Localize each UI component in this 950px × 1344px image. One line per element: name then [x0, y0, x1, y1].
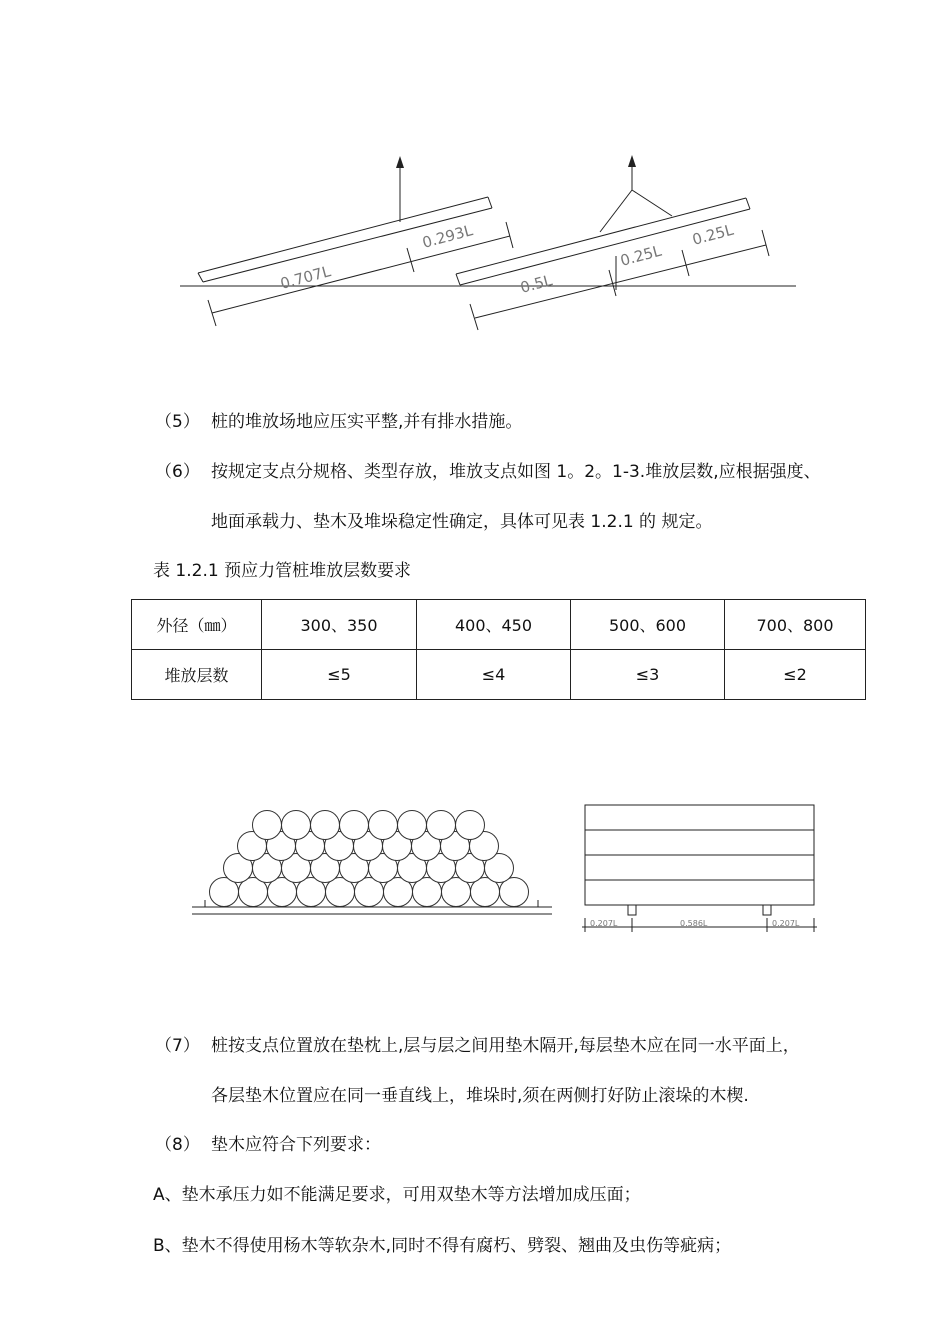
table-cell: ≤4: [417, 650, 571, 700]
item-5-text: 桩的堆放场地应压实平整,并有排水措施。: [211, 412, 523, 432]
item-b: B、垫木不得使用杨木等软杂木,同时不得有腐朽、劈裂、翘曲及虫伤等疵病；: [153, 1236, 732, 1256]
item-6-line-2: 地面承载力、垫木及堆垛稳定性确定，具体可见表 1.2.1 的 规定。: [211, 512, 713, 532]
item-8-number: （8）: [155, 1135, 200, 1155]
dim-label-05L: 0.5L: [518, 271, 555, 297]
lifting-points-figure: [0, 0, 950, 360]
item-5-number: （5）: [155, 412, 200, 432]
item-8: [155, 1133, 381, 1157]
table-cell: 500、600: [571, 600, 725, 650]
item-6: [155, 460, 821, 484]
item-6-number: （6）: [155, 462, 200, 482]
dim-label-0586L: 0.586L: [680, 919, 708, 928]
table-cell: ≤5: [262, 650, 417, 700]
pipe-cross-section: [427, 811, 456, 840]
dim-label-0207L-left: 0.207L: [590, 919, 618, 928]
table-cell: 400、450: [417, 600, 571, 650]
item-8-text: 垫木应符合下列要求：: [211, 1135, 381, 1155]
table-cell: ≤2: [725, 650, 866, 700]
item-7-line-1: 桩按支点位置放在垫枕上,层与层之间用垫木隔开,每层垫木应在同一水平面上，: [211, 1036, 800, 1056]
table-caption: 表 1.2.1 预应力管桩堆放层数要求: [153, 561, 412, 581]
stacking-layers-table: [131, 599, 866, 700]
table-row: [132, 600, 866, 650]
dim-label-0207L-right: 0.207L: [772, 919, 800, 928]
item-5: [155, 410, 522, 434]
table-cell: 外径（㎜）: [132, 600, 262, 650]
item-a: A、垫木承压力如不能满足要求，可用双垫木等方法增加成压面；: [153, 1185, 641, 1205]
pipe-cross-section: [282, 811, 311, 840]
dim-label-0707L: 0.707L: [278, 262, 333, 293]
support-block: [628, 905, 636, 915]
support-block: [763, 905, 771, 915]
table-row: [132, 650, 866, 700]
table-cell: ≤3: [571, 650, 725, 700]
dim-label-0293L: 0.293L: [420, 221, 475, 252]
table-cell: 堆放层数: [132, 650, 262, 700]
dim-label-025L-b: 0.25L: [690, 220, 736, 249]
pipe-cross-section: [369, 811, 398, 840]
dim-label-025L-a: 0.25L: [618, 241, 664, 270]
table-cell: 300、350: [262, 600, 417, 650]
item-7-number: （7）: [155, 1036, 200, 1056]
stacking-figure: [0, 780, 950, 960]
pipe-cross-section: [311, 811, 340, 840]
item-7: [155, 1034, 800, 1058]
pipe-cross-section: [456, 811, 485, 840]
pipe-cross-section: [253, 811, 282, 840]
pipe-cross-section: [398, 811, 427, 840]
item-7-line-2: 各层垫木位置应在同一垂直线上，堆垛时,须在两侧打好防止滚垛的木楔.: [211, 1086, 749, 1106]
pipe-cross-section: [340, 811, 369, 840]
item-6-line-1: 按规定支点分规格、类型存放，堆放支点如图 1。2。1-3.堆放层数,应根据强度、: [211, 462, 821, 482]
table-cell: 700、800: [725, 600, 866, 650]
